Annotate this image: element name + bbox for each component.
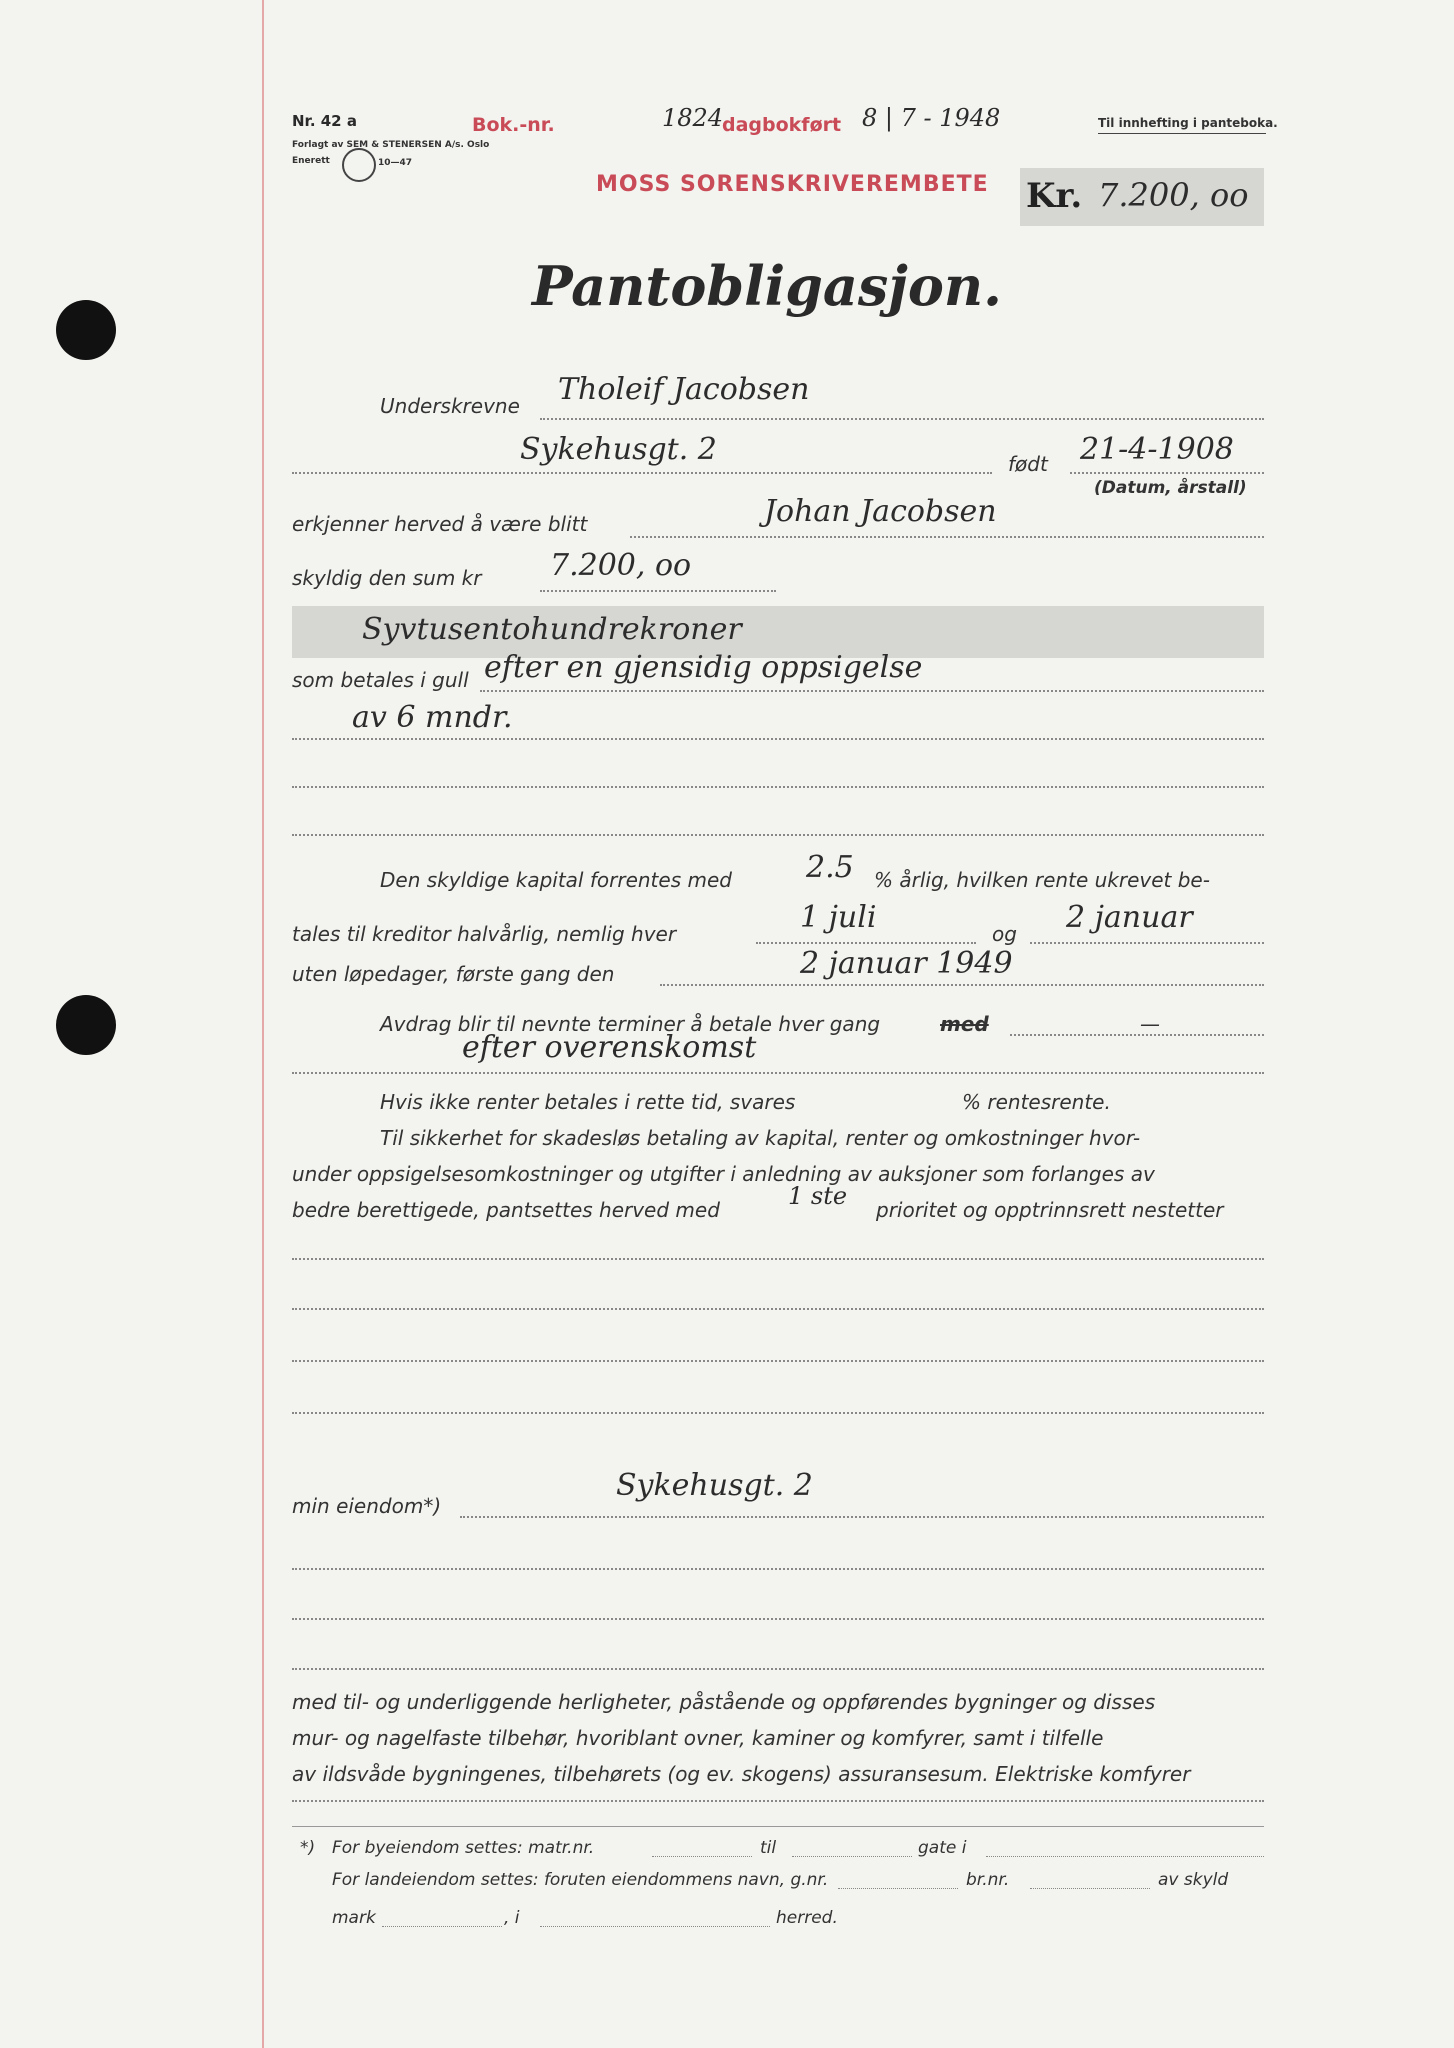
- security-blank-1: [292, 1258, 1264, 1260]
- renter-text-b: % rentesrente.: [962, 1090, 1111, 1114]
- address-value: Sykehusgt. 2: [520, 432, 717, 467]
- creditor-value: Johan Jacobsen: [764, 494, 997, 529]
- interest-line2-label: tales til kreditor halvårlig, nemlig hver: [292, 922, 677, 946]
- renter-text-a: Hvis ikke renter betales i rette tid, svares: [380, 1090, 796, 1114]
- underskrevne-line: [540, 418, 1264, 420]
- dagbokfort-label: dagbokført: [722, 114, 842, 136]
- closing-blank: [292, 1800, 1264, 1802]
- kr-label: Kr.: [1026, 176, 1083, 216]
- form-number: Nr. 42 a: [292, 112, 357, 130]
- betales-value-line1: efter en gjensidig oppsigelse: [484, 650, 923, 685]
- publisher-enerett: Enerett: [292, 156, 330, 166]
- closing-line2: mur- og nagelfaste tilbehør, hvoriblant ovner, kaminer og komfyrer, samt i tilfelle: [292, 1726, 1104, 1750]
- first-date-line: [660, 984, 1264, 986]
- footnote-by-b: til: [760, 1838, 777, 1858]
- interest-rate-value: 2.5: [806, 850, 854, 885]
- footnote-rule: [292, 1826, 1264, 1827]
- footnote-brnr-line: [1030, 1888, 1150, 1889]
- property-value: Sykehusgt. 2: [616, 1468, 813, 1503]
- interest-line1-label: Den skyldige kapital forrentes med: [380, 868, 732, 892]
- interest-date1-value: 1 juli: [800, 900, 877, 935]
- erkjenner-label: erkjenner herved å være blitt: [292, 512, 588, 536]
- priority-value: 1 ste: [788, 1182, 848, 1210]
- avdrag-value: efter overenskomst: [462, 1030, 757, 1065]
- punch-hole-bottom: [56, 995, 116, 1055]
- fodt-label: født: [1008, 452, 1048, 476]
- property-blank-3: [292, 1668, 1264, 1670]
- footnote-land-c: av skyld: [1158, 1870, 1229, 1890]
- underskrevne-label: Underskrevne: [380, 394, 520, 418]
- property-line: [460, 1516, 1264, 1518]
- blank-line-1: [292, 786, 1264, 788]
- property-label: min eiendom*): [292, 1494, 442, 1518]
- fodt-line: [1070, 472, 1264, 474]
- avdrag-struck-word: med: [940, 1012, 989, 1036]
- security-line1: Til sikkerhet for skadesløs betaling av kapital, renter og omkostninger hvor-: [380, 1126, 1141, 1150]
- top-right-note-underline: [1098, 133, 1266, 134]
- betales-value-line2: av 6 mndr.: [352, 700, 513, 735]
- document-title: Pantobligasjon.: [532, 254, 1002, 318]
- footnote-land-b: br.nr.: [966, 1870, 1010, 1890]
- margin-rule: [262, 0, 264, 2048]
- betales-line2: [292, 738, 1264, 740]
- address-line: [292, 472, 992, 474]
- interest-line1-suffix: % årlig, hvilken rente ukrevet be-: [874, 868, 1210, 892]
- footnote-mark-line: [382, 1926, 502, 1927]
- interest-og-label: og: [992, 922, 1017, 946]
- dagbokfort-value: 8 | 7 - 1948: [862, 104, 1001, 132]
- interest-line3-label: uten løpedager, første gang den: [292, 962, 615, 986]
- kr-value: 7.200, oo: [1098, 176, 1249, 214]
- datum-note: (Datum, årstall): [1094, 478, 1247, 498]
- property-blank-1: [292, 1568, 1264, 1570]
- footnote-mark-c: herred.: [776, 1908, 838, 1928]
- closing-line1: med til- og underliggende herligheter, påstående og oppførendes bygninger og disses: [292, 1690, 1156, 1714]
- security-line2: under oppsigelsesomkostninger og utgifter i anledning av auksjoner som forlanges av: [292, 1162, 1155, 1186]
- interest-date2-value: 2 januar: [1066, 900, 1193, 935]
- avdrag-line2: [292, 1072, 1264, 1074]
- footnote-mark-a: mark: [332, 1908, 376, 1928]
- skyldig-value: 7.200, oo: [550, 548, 692, 583]
- bok-nr-label: Bok.-nr.: [472, 114, 555, 136]
- punch-hole-top: [56, 300, 116, 360]
- security-blank-3: [292, 1360, 1264, 1362]
- amount-words-value: Syvtusentohundrekroner: [362, 612, 742, 647]
- interest-date2-line: [1030, 942, 1264, 944]
- top-right-note: Til innhefting i panteboka.: [1098, 116, 1278, 130]
- bok-nr-value: 1824: [662, 104, 724, 132]
- security-line3b: prioritet og opptrinnsrett nestetter: [876, 1198, 1224, 1222]
- security-blank-2: [292, 1308, 1264, 1310]
- first-date-value: 2 januar 1949: [800, 946, 1013, 981]
- footnote-gate-line: [986, 1856, 1264, 1857]
- betales-label: som betales i gull: [292, 668, 469, 692]
- footnote-by-c: gate i: [918, 1838, 967, 1858]
- publisher-logo-icon: [342, 148, 376, 182]
- footnote-herred-line: [540, 1926, 770, 1927]
- avdrag-dash: —: [1140, 1012, 1160, 1036]
- blank-line-2: [292, 834, 1264, 836]
- publisher-line: Forlagt av SEM & STENERSEN A/s. Oslo: [292, 140, 490, 150]
- security-line3a: bedre berettigede, pantsettes herved med: [292, 1198, 720, 1222]
- publisher-date: 10—47: [378, 158, 413, 168]
- footnote-til-line: [792, 1856, 912, 1857]
- closing-line3: av ildsvåde bygningenes, tilbehørets (og ev. skogens) assuransesum. Elektriske komfyrer: [292, 1762, 1191, 1786]
- creditor-line: [630, 536, 1264, 538]
- footnote-matr-line: [652, 1856, 752, 1857]
- property-blank-2: [292, 1618, 1264, 1620]
- underskrevne-value: Tholeif Jacobsen: [558, 372, 810, 407]
- fodt-value: 21-4-1908: [1080, 432, 1234, 467]
- skyldig-line: [540, 590, 776, 592]
- footnote-by-a: For byeiendom settes: matr.nr.: [332, 1838, 595, 1858]
- footnote-gnr-line: [838, 1888, 958, 1889]
- betales-line1: [480, 690, 1264, 692]
- footnote-land-a: For landeiendom settes: foruten eiendommens navn, g.nr.: [332, 1870, 829, 1890]
- footnote-star: *): [300, 1838, 316, 1858]
- footnote-mark-b: , i: [504, 1908, 520, 1928]
- interest-date1-line: [756, 942, 976, 944]
- avdrag-label: Avdrag blir til nevnte terminer å betale hver gang: [380, 1012, 881, 1036]
- security-blank-4: [292, 1412, 1264, 1414]
- office-stamp: MOSS SORENSKRIVEREMBETE: [596, 172, 989, 197]
- skyldig-label: skyldig den sum kr: [292, 566, 482, 590]
- avdrag-line1: [1010, 1034, 1264, 1036]
